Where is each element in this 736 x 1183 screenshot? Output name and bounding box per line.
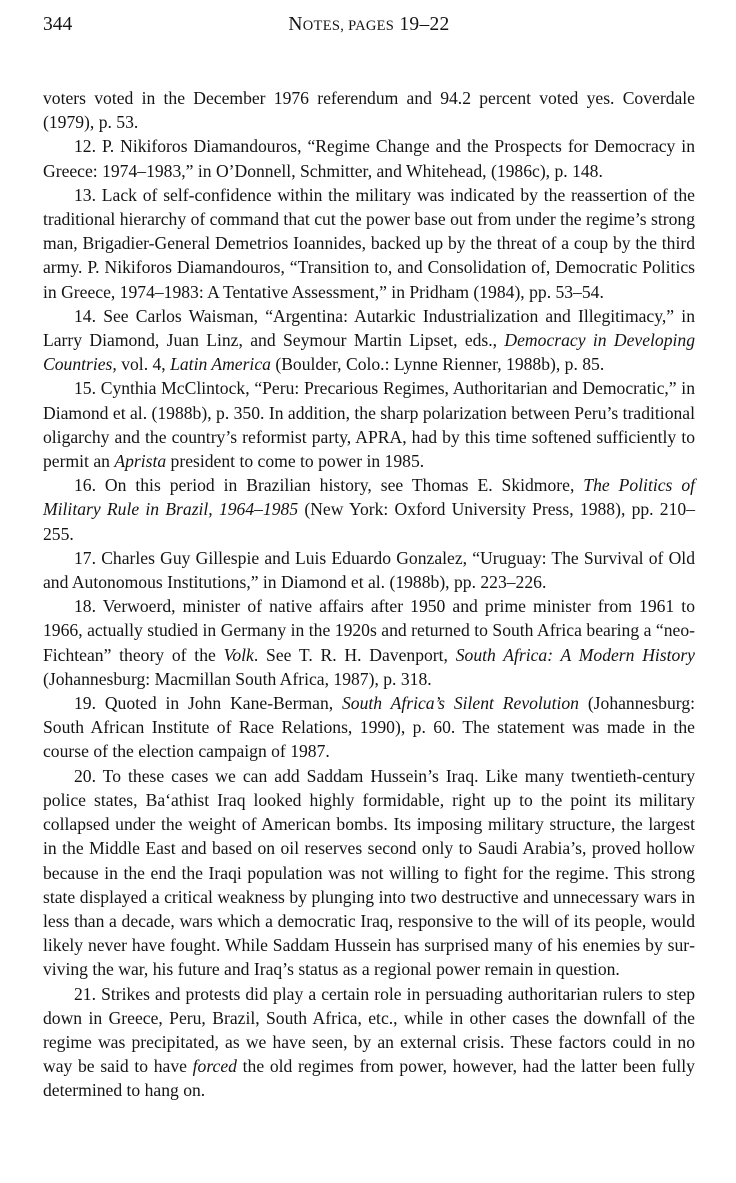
notes-body <box>43 86 695 1103</box>
page-number: 344 <box>43 14 73 35</box>
note-17: 17. Charles Guy Gillespie and Luis Eduardo Gonzalez, “Uruguay: The Survival of Old and Autonomous Institutions,” in Diamond et al. (1988b), pp. 223–226. <box>43 547 695 593</box>
note-12: 12. P. Nikiforos Diamandouros, “Regime Change and the Prospects for Democracy in Greece: 1974–1983,” in O’Donnell, Schmitter, and Whitehead, (1986c), p. 148. <box>43 136 695 181</box>
note-21: 21. Strikes and protests did play a certain role in persuading authoritarian rulers to step down in Greece, Peru, Brazil, South Africa, etc., while in other cases the downfall of the regime was precipitated, as we have seen, by an external crisis. These factors could in no way be said to have forced the old regimes from power, however, had the latter been fully determined to hang on. <box>43 983 695 1101</box>
note-14: 14. See Carlos Waisman, “Argentina: Autarkic Industrialization and Illegitimacy,” in Larry Diamond, Juan Linz, and Seymour Martin Lipset, eds., Democracy in Developing Countries, vol. 4, Latin America (Boulder, Colo.: Lynne Rienner, 1988b), p. 85. <box>43 305 695 375</box>
continued-note-text: voters voted in the December 1976 referendum and 94.2 percent voted yes. Coverdale (1979), p. 53. <box>43 88 695 133</box>
note-16: 16. On this period in Brazilian history, see Thomas E. Skidmore, The Politics of Military Rule in Brazil, 1964–1985 (New York: Oxford University Press, 1988), pp. 210–255. <box>43 475 696 544</box>
book-page <box>43 14 695 1103</box>
note-13: 13. Lack of self-confidence within the military was indicated by the reassertion of the traditional hierarchy of command that cut the power base out from under the regime’s strong man, Brigadier-General Demetrios Ioannides, backed up by the threat of a coup by the third army. P. Nikiforos Diamandouros, “Transition to, and Consolidation of, Democratic Politics in Greece, 1974–1983: A Tentative Assessment,” in Pridham (1984), pp. 53–54. <box>43 184 695 302</box>
note-18: 18. Verwoerd, minister of native affairs after 1950 and prime minister from 1961 to 1966, actually studied in Germany in the 1920s and returned to South Africa bearing a “neo-Fichtean” theory of the Volk. See T. R. H. Davenport, South Africa: A Modern History (Johannesburg: Macmillan South Africa, 1987), p. 318. <box>43 596 695 689</box>
running-head-small-caps: OTES, PAGES <box>302 18 395 34</box>
running-head <box>43 14 695 36</box>
running-head-pages: 19–22 <box>399 14 450 35</box>
note-20: 20. To these cases we can add Saddam Hussein’s Iraq. Like many twentieth-century police states, Ba‘athist Iraq looked highly formidable, right up to the point its military collapsed under the weight of American bombs. Its imposing military structure, the largest in the Middle East and based on oil reserves second only to Saudi Arabia’s, proved hollow because in the end the Iraqi population was not willing to fight for the regime. This strong state displayed a critical weakness by plunging into two destructive and unnecessary wars in less than a decade, wars which a democratic Iraq, responsive to the will of its people, would likely never have fought. While Saddam Hussein has surprised many of his enemies by surviving the war, his future and Iraq’s status as a regional power remain in question. <box>43 765 695 980</box>
page-header <box>43 14 695 44</box>
running-head-initial: N <box>288 14 303 35</box>
note-19: 19. Quoted in John Kane-Berman, South Africa’s Silent Revolution (Johannesburg: South African Institute of Race Relations, 1990), p. 60. The statement was made in the course of the election campaign of 1987. <box>43 693 696 762</box>
note-15: 15. Cynthia McClintock, “Peru: Precarious Regimes, Authoritarian and Democratic,” in Diamond et al. (1988b), p. 350. In addition, the sharp polarization between Peru’s traditional oligarchy and the country’s reformist party, APRA, had by this time softened sufficiently to permit an Aprista president to come to power in 1985. <box>43 378 695 472</box>
